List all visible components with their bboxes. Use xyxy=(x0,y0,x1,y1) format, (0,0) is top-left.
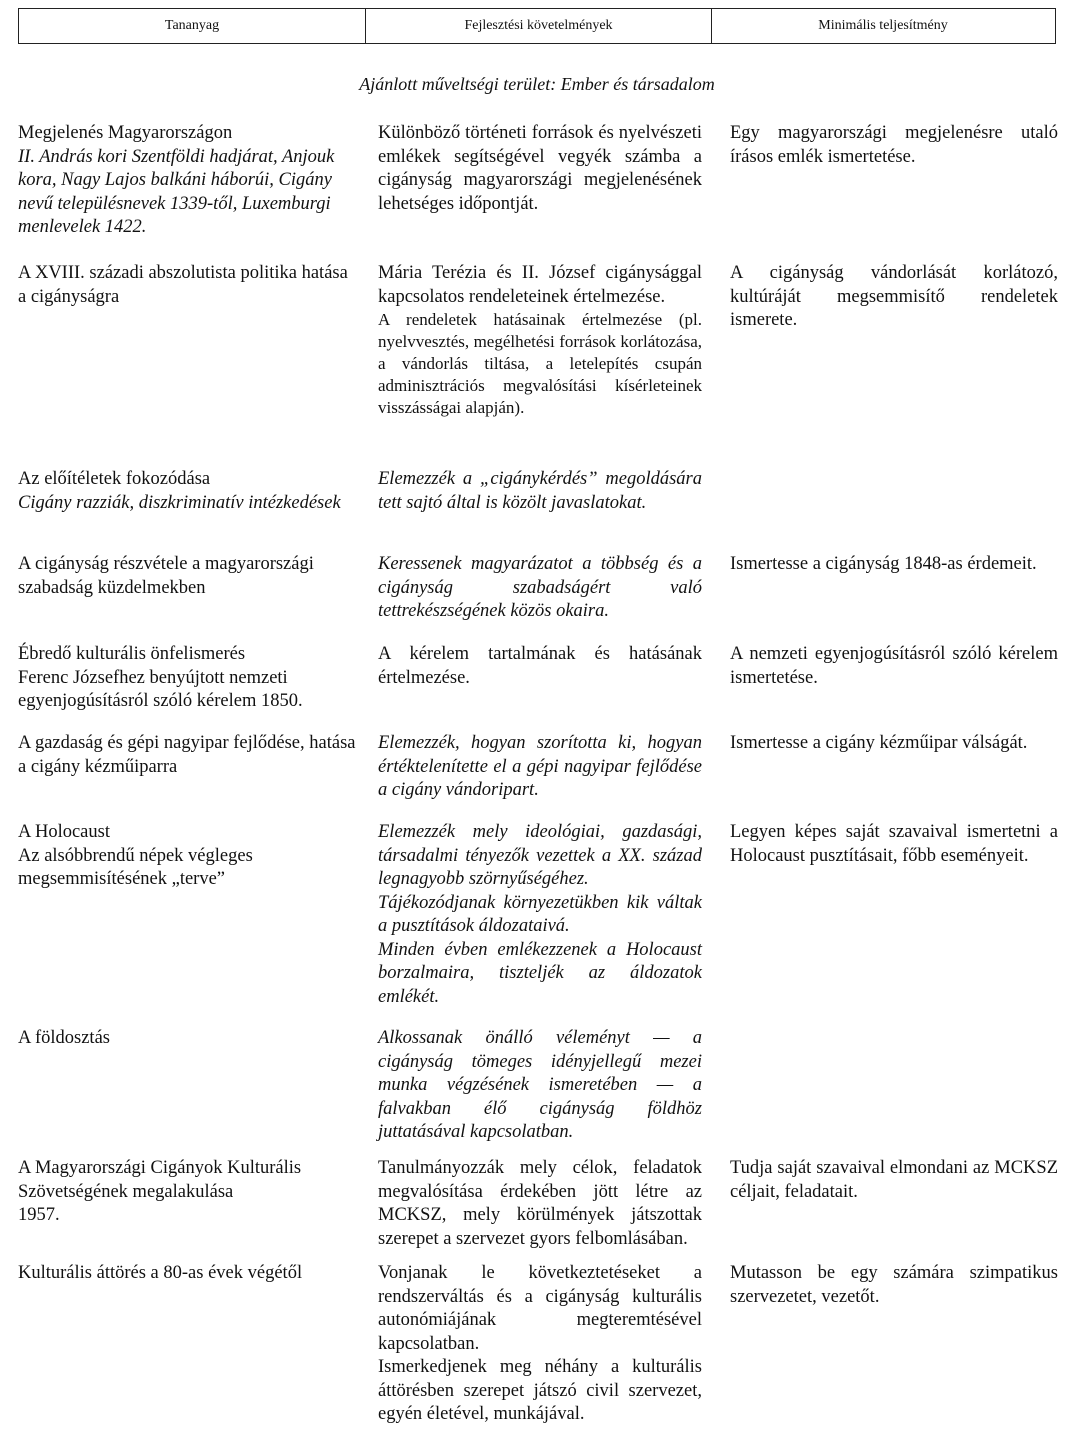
fejlesztesi-cell xyxy=(378,732,702,803)
cell-paragraph: 1957. xyxy=(18,1205,60,1225)
fejlesztesi-cell xyxy=(378,468,702,515)
cell-paragraph: Alkossanak önálló véleményt — a cigányság tömeges idényjellegű mezei munka végzésének ismeretében — a falvakban élő cigányság földhöz juttatásával kapcsolatban. xyxy=(378,1028,702,1142)
cell-paragraph: Egy magyarországi megjelenésre utaló írásos emlék ismertetése. xyxy=(730,123,1058,167)
tananyag-cell xyxy=(18,262,358,309)
tananyag-cell xyxy=(18,468,358,515)
cell-paragraph: Elemezzék mely ideológiai, gazdasági, társadalmi tényezők vezettek a XX. század legnagyobb szörnyűségéhez. xyxy=(378,822,702,889)
cell-paragraph: Az előítéletek fokozódása xyxy=(18,469,211,489)
tananyag-cell xyxy=(18,732,358,779)
minimalis-cell xyxy=(730,821,1058,868)
cell-paragraph: II. András kori Szentföldi hadjárat, Anjouk kora, Nagy Lajos balkáni háborúi, Cigány nevű településnevek 1339-től, Luxemburgi menlevelek 1422. xyxy=(18,146,335,237)
cell-paragraph: Ismertesse a cigányság 1848-as érdemeit. xyxy=(730,554,1037,574)
header-tananyag: Tananyag xyxy=(19,9,366,43)
cell-paragraph: Tájékozódjanak környezetükben kik váltak a pusztítások áldozataivá. xyxy=(378,892,702,936)
cell-paragraph: Mutasson be egy számára szimpatikus szervezetet, vezetőt. xyxy=(730,1263,1058,1307)
cell-paragraph: A Holocaust xyxy=(18,822,110,842)
minimalis-cell xyxy=(730,1262,1058,1309)
cell-paragraph: A földosztás xyxy=(18,1028,110,1048)
fejlesztesi-cell xyxy=(378,821,702,1009)
minimalis-cell xyxy=(730,643,1058,690)
fejlesztesi-cell xyxy=(378,122,702,216)
minimalis-cell xyxy=(730,553,1058,577)
header-fejlesztesi-kovetelmenyek: Fejlesztési követelmények xyxy=(366,9,712,43)
cell-paragraph: A kérelem tartalmának és hatásának értelmezése. xyxy=(378,644,702,688)
cell-paragraph: Tudja saját szavaival elmondani az MCKSZ céljait, feladatait. xyxy=(730,1158,1058,1202)
tananyag-cell xyxy=(18,122,358,240)
fejlesztesi-cell xyxy=(378,1157,702,1251)
minimalis-cell xyxy=(730,122,1058,169)
cell-paragraph: Ébredő kulturális önfelismerés xyxy=(18,644,246,664)
cell-paragraph: Ferenc Józsefhez benyújtott nemzeti egyenjogúsításról szóló kérelem 1850. xyxy=(18,667,303,711)
cell-paragraph: A rendeletek hatásainak értelmezése (pl. nyelvvesztés, megélhetési források korlátozása, a vándorlás tiltása, a letelepítés csupán adminisztrációs megvalósítási kísérleteinek visszásságai alapján). xyxy=(378,310,702,417)
cell-paragraph: Keressenek magyarázatot a többség és a cigányság szabadságért való tettrekészségének közös okaira. xyxy=(378,554,702,621)
tananyag-cell xyxy=(18,553,358,600)
fejlesztesi-cell xyxy=(378,553,702,624)
cell-paragraph: Ismertesse a cigány kézműipar válságát. xyxy=(730,733,1028,753)
cell-paragraph: A XVIII. századi abszolutista politika hatása a cigányságra xyxy=(18,263,348,307)
cell-paragraph: Legyen képes saját szavaival ismertetni a Holocaust pusztításait, főbb eseményeit. xyxy=(730,822,1058,866)
minimalis-cell xyxy=(730,262,1058,333)
cell-paragraph: Mária Terézia és II. József cigánysággal kapcsolatos rendeleteinek értelmezése. xyxy=(378,263,702,307)
cell-paragraph: A gazdaság és gépi nagyipar fejlődése, hatása a cigány kézműiparra xyxy=(18,733,356,777)
cell-paragraph: Tanulmányozzák mely célok, feladatok megvalósítása érdekében jött létre az MCKSZ, mely körülmények játszottak szerepet a szervezet gyors felbomlásában. xyxy=(378,1158,702,1249)
tananyag-cell xyxy=(18,643,358,714)
fejlesztesi-cell xyxy=(378,643,702,690)
tananyag-cell xyxy=(18,821,358,892)
cell-paragraph: Az alsóbbrendű népek végleges megsemmisítésének „terve” xyxy=(18,845,253,889)
fejlesztesi-cell xyxy=(378,1262,702,1427)
cell-paragraph: Elemezzék a „cigánykérdés” megoldására tett sajtó által is közölt javaslatokat. xyxy=(378,469,702,513)
cell-paragraph: Kulturális áttörés a 80-as évek végétől xyxy=(18,1263,303,1283)
fejlesztesi-cell xyxy=(378,262,702,419)
tananyag-cell xyxy=(18,1157,358,1228)
cell-paragraph: Elemezzék, hogyan szorította ki, hogyan értéktelenítette el a gépi nagyipar fejlődése a cigány vándoripart. xyxy=(378,733,702,800)
tananyag-cell xyxy=(18,1027,358,1051)
cell-paragraph: A cigányság részvétele a magyarországi szabadság küzdelmekben xyxy=(18,554,314,598)
cell-paragraph: Ismerkedjenek meg néhány a kulturális áttörésben szerepet játszó civil szervezet, egyén életével, munkájával. xyxy=(378,1357,702,1424)
cell-paragraph: Cigány razziák, diszkriminatív intézkedések xyxy=(18,492,341,513)
area-title: Ajánlott műveltségi terület: Ember és társadalom xyxy=(359,74,715,94)
minimalis-cell xyxy=(730,1157,1058,1204)
cell-paragraph: A cigányság vándorlását korlátozó, kultúráját megsemmisítő rendeletek ismerete. xyxy=(730,263,1058,330)
cell-paragraph: Megjelenés Magyarországon xyxy=(18,123,233,143)
fejlesztesi-cell xyxy=(378,1027,702,1145)
cell-paragraph: Különböző történeti források és nyelvészeti emlékek segítségével vegyék számba a cigányság magyarországi megjelenésének lehetséges időpontját. xyxy=(378,123,702,214)
minimalis-cell xyxy=(730,732,1058,756)
header-minimalis-teljesitmeny: Minimális teljesítmény xyxy=(818,18,948,33)
cell-paragraph: A Magyarországi Cigányok Kulturális Szövetségének megalakulása xyxy=(18,1158,302,1202)
tananyag-cell xyxy=(18,1262,358,1286)
cell-paragraph: Minden évben emlékezzenek a Holocaust borzalmaira, tiszteljék az áldozatok emlékét. xyxy=(378,939,702,1007)
cell-paragraph: A nemzeti egyenjogúsításról szóló kérelem ismertetése. xyxy=(730,644,1058,688)
cell-paragraph: Vonjanak le következtetéseket a rendszerváltás és a cigányság kulturális autonómiájának megteremtésével kapcsolatban. xyxy=(378,1263,702,1354)
